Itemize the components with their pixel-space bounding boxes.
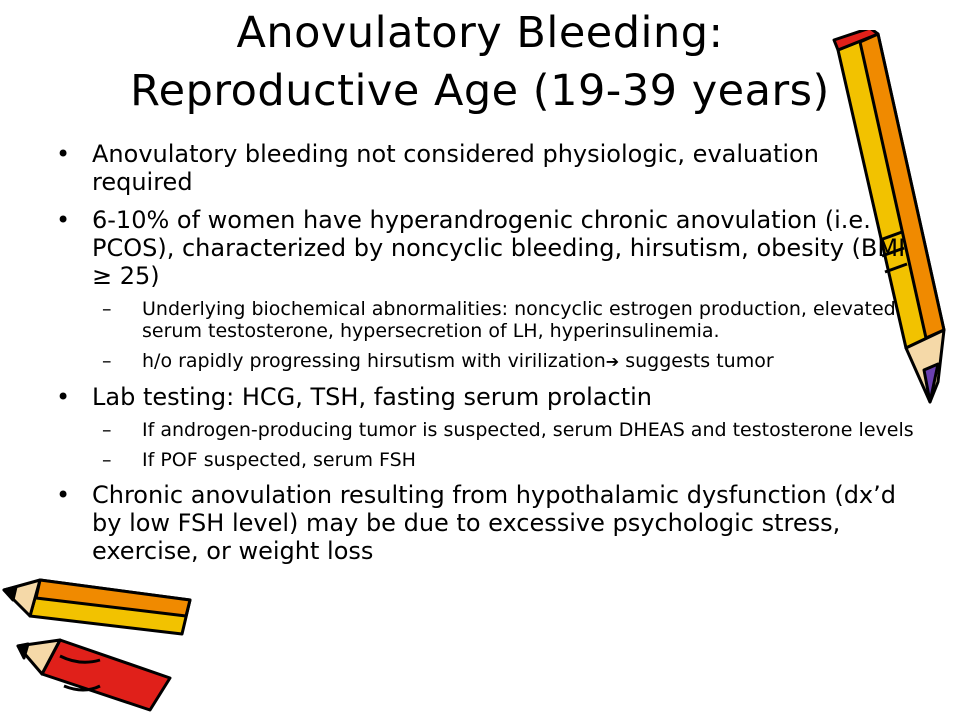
bullet-dot: • <box>56 140 71 168</box>
bullet-dot: • <box>56 481 71 509</box>
sub-bullet-text: If androgen-producing tumor is suspected, serum DHEAS and testosterone levels <box>142 419 914 441</box>
sub-bullet-text-before: h/o rapidly progressing hirsutism with virilization <box>142 350 606 372</box>
sub-bullet-list <box>56 419 916 471</box>
sub-bullet-text: Underlying biochemical abnormalities: noncyclic estrogen production, elevated serum testosterone, hypersecretion of LH, hyperinsulinemia. <box>142 298 896 342</box>
sub-bullet-item <box>56 350 916 373</box>
title-line-2: Reproductive Age (19-39 years) <box>130 66 830 116</box>
sub-bullet-dash: – <box>102 449 112 471</box>
slide-body <box>56 140 916 575</box>
bullet-list <box>56 140 916 565</box>
bullet-text: Chronic anovulation resulting from hypothalamic dysfunction (dx’d by low FSH level) may be due to excessive psychologic stress, exercise, or weight loss <box>92 481 896 565</box>
bullet-dot: • <box>56 383 71 411</box>
bullet-text: 6-10% of women have hyperandrogenic chronic anovulation (i.e. PCOS), characterized by noncyclic bleeding, hirsutism, obesity (BMI ≥ 25) <box>92 206 906 290</box>
bullet-item <box>56 206 916 373</box>
sub-bullet-item <box>56 419 916 441</box>
sub-bullet-item <box>56 449 916 471</box>
bullet-text: Anovulatory bleeding not considered physiologic, evaluation required <box>92 140 819 196</box>
arrow-icon: ➔ <box>605 352 620 371</box>
bullet-item <box>56 481 916 565</box>
sub-bullet-dash: – <box>102 298 112 320</box>
pencils-icon-left <box>0 560 210 720</box>
sub-bullet-text-after: suggests tumor <box>619 350 774 372</box>
title-line-1: Anovulatory Bleeding: <box>236 8 724 58</box>
sub-bullet-item <box>56 298 916 342</box>
bullet-text: Lab testing: HCG, TSH, fasting serum prolactin <box>92 383 653 411</box>
sub-bullet-dash: – <box>102 350 112 372</box>
sub-bullet-dash: – <box>102 419 112 441</box>
slide-title <box>0 4 960 120</box>
sub-bullet-list <box>56 298 916 373</box>
bullet-dot: • <box>56 206 71 234</box>
bullet-item <box>56 383 916 471</box>
sub-bullet-text: If POF suspected, serum FSH <box>142 449 416 471</box>
bullet-item <box>56 140 916 196</box>
